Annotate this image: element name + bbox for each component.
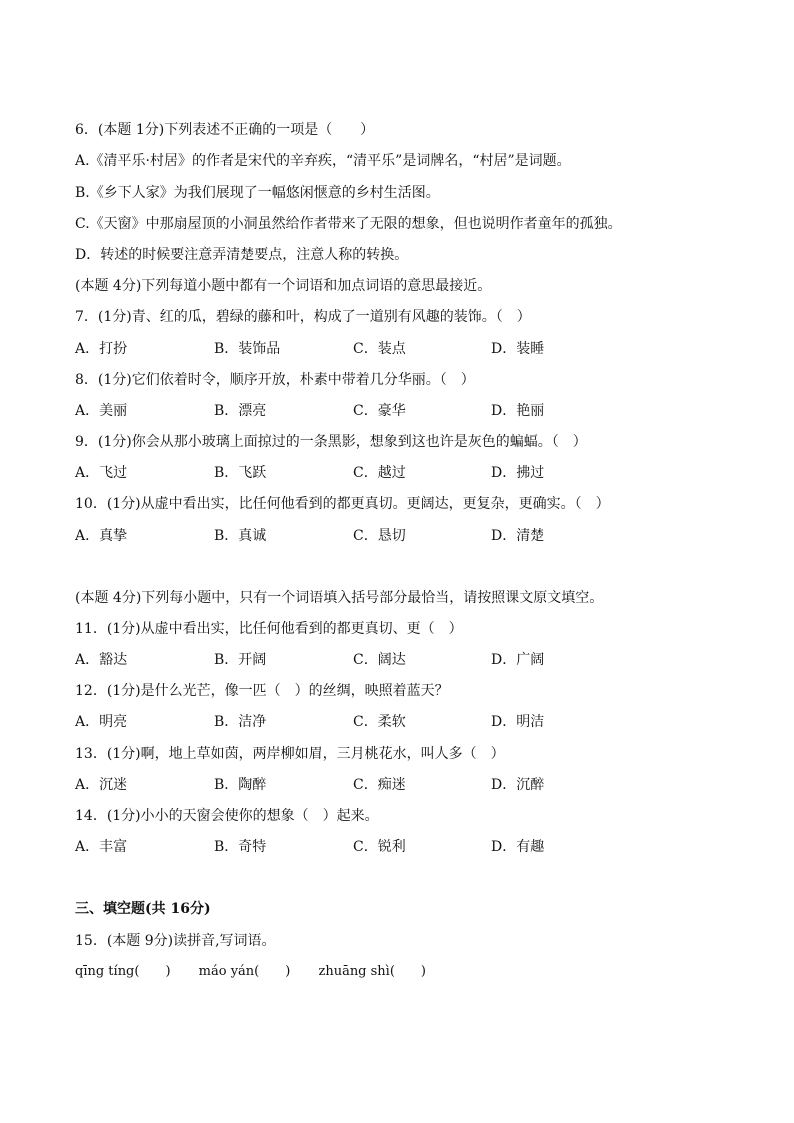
q6-option-c: C.《天窗》中那扇屋顶的小洞虽然给作者带来了无限的想象，但也说明作者童年的孤独。 — [75, 216, 622, 232]
q8-option-c: C．豪华 — [353, 403, 406, 419]
q11-option-b: B．开阔 — [214, 652, 267, 668]
q14-option-b: B．奇特 — [214, 839, 267, 855]
q12-option-a: A．明亮 — [75, 714, 128, 730]
q6-option-a: A.《清平乐·村居》的作者是宋代的辛弃疾，“清平乐”是词牌名，“村居”是词题。 — [75, 153, 571, 169]
q6-option-d: D．转述的时候要注意弄清楚要点，注意人称的转换。 — [75, 247, 409, 263]
q7-stem: 7．(1分)青、红的瓜，碧绿的藤和叶，构成了一道别有风趣的装饰。（ ） — [75, 309, 531, 325]
q14-option-d: D．有趣 — [491, 839, 545, 855]
q9-option-b: B．飞跃 — [214, 465, 267, 481]
q7-option-c: C．装点 — [353, 341, 406, 357]
q11-option-c: C．阔达 — [353, 652, 406, 668]
q8-option-a: A．美丽 — [75, 403, 128, 419]
q7-option-a: A．打扮 — [75, 341, 128, 357]
q6-option-b: B.《乡下人家》为我们展现了一幅悠闲惬意的乡村生活图。 — [75, 185, 440, 201]
q13-option-a: A．沉迷 — [75, 777, 128, 793]
q13-option-d: D．沉醉 — [491, 777, 545, 793]
q10-option-b: B．真诚 — [214, 528, 267, 544]
q13-option-b: B．陶醉 — [214, 777, 267, 793]
group2-intro: (本题 4分)下列每小题中，只有一个词语填入括号部分最恰当，请按照课文原文填空。 — [75, 590, 604, 606]
q13-stem: 13．(1分)啊，地上草如茵，两岸柳如眉，三月桃花水，叫人多（ ） — [75, 746, 505, 762]
q10-option-a: A．真挚 — [75, 528, 128, 544]
q8-option-b: B．漂亮 — [214, 403, 267, 419]
q12-stem: 12．(1分)是什么光芒，像一匹（ ）的丝绸，映照着蓝天？ — [75, 683, 449, 699]
q15-stem: 15．(本题 9分)读拼音,写词语。 — [75, 933, 276, 949]
q6-stem: 6．(本题 1分)下列表述不正确的一项是（ ） — [75, 122, 375, 138]
q15-pinyin-row — [75, 962, 450, 982]
q9-stem: 9．(1分)你会从那小玻璃上面掠过的一条黑影，想象到这也许是灰色的蝙蝠。（ ） — [75, 434, 587, 450]
q10-option-c: C．恳切 — [353, 528, 406, 544]
q9-option-c: C．越过 — [353, 465, 406, 481]
q9-option-d: D．拂过 — [491, 465, 545, 481]
q7-option-b: B．装饰品 — [214, 341, 281, 357]
q8-stem: 8．(1分)它们依着时令，顺序开放，朴素中带着几分华丽。（ ） — [75, 372, 475, 388]
q7-option-d: D．装睡 — [491, 341, 545, 357]
q13-option-c: C．痴迷 — [353, 777, 406, 793]
q12-option-c: C．柔软 — [353, 714, 406, 730]
q15-pinyin-2: máo yán( ) — [198, 964, 291, 979]
q8-option-d: D．艳丽 — [491, 403, 545, 419]
q15-pinyin-3: zhuāng shì( ) — [318, 964, 426, 979]
q14-option-c: C．锐利 — [353, 839, 406, 855]
section-3-title: 三、填空题(共 16分) — [75, 901, 211, 917]
q14-stem: 14．(1分)小小的天窗会使你的想象（ ）起来。 — [75, 808, 379, 824]
q11-stem: 11．(1分)从虚中看出实，比任何他看到的都更真切、更（ ） — [75, 621, 463, 637]
q14-option-a: A．丰富 — [75, 839, 128, 855]
q11-option-d: D．广阔 — [491, 652, 545, 668]
q10-stem: 10．(1分)从虚中看出实，比任何他看到的都更真切。更阔达，更复杂，更确实。（ ） — [75, 496, 610, 512]
q9-option-a: A．飞过 — [75, 465, 128, 481]
q10-option-d: D．清楚 — [491, 528, 545, 544]
q12-option-b: B．洁净 — [214, 714, 267, 730]
q15-pinyin-1: qīng tíng( ) — [75, 964, 171, 979]
q11-option-a: A．豁达 — [75, 652, 128, 668]
q12-option-d: D．明洁 — [491, 714, 545, 730]
group1-intro: (本题 4分)下列每道小题中都有一个词语和加点词语的意思最接近。 — [75, 278, 492, 294]
